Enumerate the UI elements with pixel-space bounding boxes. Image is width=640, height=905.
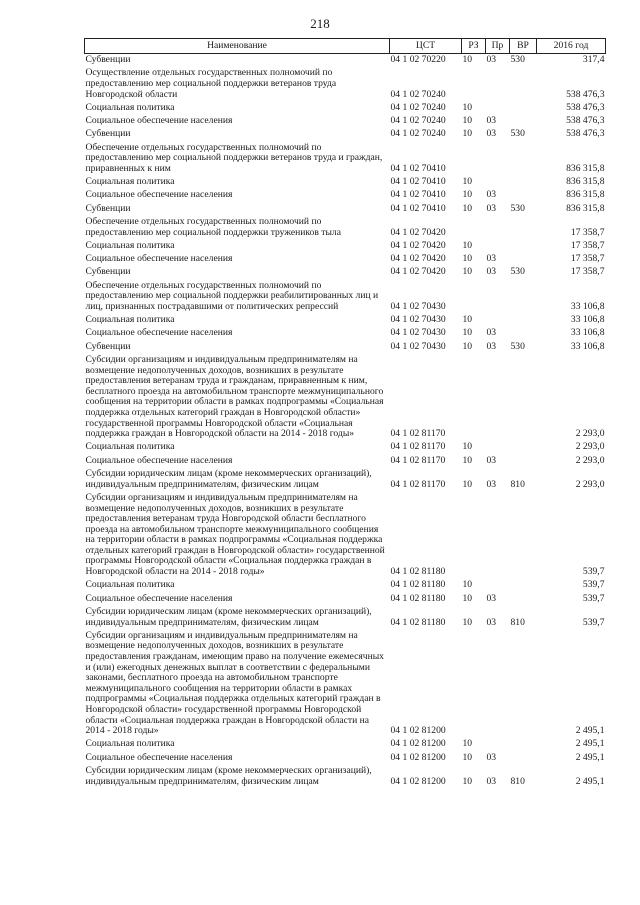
row-amount: 539,7 bbox=[582, 566, 605, 578]
row-name: Субсидии организациям и индивидуальным предпринимателям на возмещение недополученных доходов, возникших в результате предоставления гражданам, имеющим право на получение ежемесячных и (или) ежегодных денежных выплат в соответствии с федеральными законами, бесплатного проезда на автомобильном транспорте межмуниципального сообщения на территории области в рамках подпрограммы «Социальная поддержка отдельных категорий граждан в Новгородской области» государственной программы Новгородской области «Социальная поддержка граждан в Новгородской области на 2014 - 2018 годы» bbox=[85, 629, 384, 737]
row-rz bbox=[462, 279, 486, 313]
row-amount: 538 476,3 bbox=[566, 101, 605, 113]
table-row bbox=[85, 354, 606, 441]
table-row bbox=[85, 454, 606, 467]
row-cst: 04 1 02 70420 bbox=[390, 226, 446, 238]
row-vr: 530 bbox=[510, 54, 525, 66]
row-name: Социальное обеспечение населения bbox=[85, 751, 233, 763]
row-vr bbox=[510, 239, 537, 252]
row-amount: 836 315,8 bbox=[566, 202, 605, 214]
row-name: Обеспечение отдельных государственных полномочий по предоставлению мер социальной поддержки реабилитированных лиц и лиц, признанных пострадавшими от политических репрессий bbox=[85, 279, 379, 312]
table-row bbox=[85, 141, 606, 175]
row-rz: 10 bbox=[462, 478, 473, 490]
row-cst: 04 1 02 81180 bbox=[390, 592, 446, 604]
row-vr: 810 bbox=[510, 478, 525, 490]
row-amount: 17 358,7 bbox=[570, 226, 605, 238]
row-vr: 810 bbox=[510, 775, 525, 787]
table-row bbox=[85, 128, 606, 141]
table-row bbox=[85, 327, 606, 340]
row-rz: 10 bbox=[462, 775, 473, 787]
row-amount: 33 106,8 bbox=[570, 340, 605, 352]
row-cst: 04 1 02 81200 bbox=[390, 725, 446, 737]
row-amount: 33 106,8 bbox=[570, 314, 605, 326]
row-rz: 10 bbox=[462, 239, 473, 251]
table-row bbox=[85, 176, 606, 189]
table-row bbox=[85, 189, 606, 202]
table-header-row bbox=[85, 39, 606, 54]
row-pr bbox=[486, 67, 510, 101]
row-cst: 04 1 02 70410 bbox=[390, 189, 446, 201]
row-name: Социальное обеспечение населения bbox=[85, 253, 233, 265]
row-cst: 04 1 02 81180 bbox=[390, 579, 446, 591]
row-amount: 836 315,8 bbox=[566, 189, 605, 201]
header-rz: РЗ bbox=[462, 39, 486, 54]
row-cst: 04 1 02 70240 bbox=[390, 115, 446, 127]
row-amount: 539,7 bbox=[582, 616, 605, 628]
row-vr: 530 bbox=[510, 266, 525, 278]
row-vr bbox=[510, 216, 537, 240]
row-rz: 10 bbox=[462, 751, 473, 763]
table-row bbox=[85, 202, 606, 215]
row-rz: 10 bbox=[462, 54, 473, 66]
row-name: Обеспечение отдельных государственных полномочий по предоставлению мер социальной поддержки тружеников тыла bbox=[85, 216, 341, 238]
row-name: Субвенции bbox=[85, 340, 131, 352]
row-cst: 04 1 02 70410 bbox=[390, 162, 446, 174]
row-amount: 2 495,1 bbox=[575, 775, 605, 787]
row-cst: 04 1 02 70420 bbox=[390, 266, 446, 278]
row-name: Субсидии юридическим лицам (кроме некоммерческих организаций), индивидуальным предпринимателям, физическим лицам bbox=[85, 605, 372, 628]
row-rz: 10 bbox=[462, 738, 473, 750]
row-pr bbox=[486, 314, 510, 327]
header-name: Наименование bbox=[85, 39, 390, 54]
header-pr: Пр bbox=[486, 39, 510, 54]
row-cst: 04 1 02 70420 bbox=[390, 253, 446, 265]
row-pr: 03 bbox=[486, 327, 497, 339]
header-cst: ЦСТ bbox=[390, 39, 462, 54]
row-pr: 03 bbox=[486, 454, 497, 466]
row-name: Социальная политика bbox=[85, 239, 175, 251]
row-cst: 04 1 02 81200 bbox=[390, 738, 446, 750]
row-name: Субвенции bbox=[85, 128, 131, 140]
row-amount: 836 315,8 bbox=[566, 162, 605, 174]
row-cst: 04 1 02 81180 bbox=[390, 616, 446, 628]
row-amount: 2 293,0 bbox=[575, 478, 605, 490]
row-name: Субсидии организациям и индивидуальным предпринимателям на возмещение недополученных доходов, возникших в результате предоставления ветеранам труда Новгородской области бесплатного проезда на автомобильном транспорте межмуниципального сообщения на территории области в рамках подпрограммы «Социальная поддержка отдельных категорий граждан в Новгородской области» государственной программы Новгородской области «Социальная поддержка граждан в Новгородской области на 2014 - 2018 годы» bbox=[85, 491, 385, 578]
row-amount: 538 476,3 bbox=[566, 115, 605, 127]
row-cst: 04 1 02 70430 bbox=[390, 340, 446, 352]
row-name: Социальная политика bbox=[85, 176, 175, 188]
row-rz: 10 bbox=[462, 327, 473, 339]
row-vr bbox=[510, 253, 537, 266]
row-vr: 530 bbox=[510, 128, 525, 140]
row-rz: 10 bbox=[462, 579, 473, 591]
table-row bbox=[85, 441, 606, 454]
row-cst: 04 1 02 81200 bbox=[390, 775, 446, 787]
row-pr: 03 bbox=[486, 775, 497, 787]
row-pr: 03 bbox=[486, 592, 497, 604]
row-name: Обеспечение отдельных государственных полномочий по предоставлению мер социальной поддержки ветеранов труда и граждан, приравненных к ним bbox=[85, 141, 383, 174]
row-name: Осуществление отдельных государственных полномочий по предоставлению мер социальной поддержки ветеранов труда Новгородской области bbox=[85, 67, 337, 100]
table-row bbox=[85, 253, 606, 266]
row-rz: 10 bbox=[462, 592, 473, 604]
row-cst: 04 1 02 70430 bbox=[390, 314, 446, 326]
row-rz: 10 bbox=[462, 340, 473, 352]
row-rz: 10 bbox=[462, 441, 473, 453]
row-vr: 530 bbox=[510, 340, 525, 352]
row-name: Субсидии юридическим лицам (кроме некоммерческих организаций), индивидуальным предпринимателям, физическим лицам bbox=[85, 468, 372, 490]
table-row bbox=[85, 764, 606, 788]
row-amount: 33 106,8 bbox=[570, 327, 605, 339]
row-vr bbox=[510, 738, 537, 751]
row-name: Социальная политика bbox=[85, 441, 175, 453]
row-vr bbox=[510, 592, 537, 605]
row-pr: 03 bbox=[486, 340, 497, 352]
row-rz bbox=[462, 354, 486, 441]
row-amount: 17 358,7 bbox=[570, 266, 605, 278]
table-row bbox=[85, 605, 606, 629]
table-row bbox=[85, 314, 606, 327]
row-pr bbox=[486, 629, 510, 738]
row-rz: 10 bbox=[462, 115, 473, 127]
table-row bbox=[85, 239, 606, 252]
row-cst: 04 1 02 70240 bbox=[390, 128, 446, 140]
row-pr: 03 bbox=[486, 189, 497, 201]
row-vr bbox=[510, 441, 537, 454]
row-amount: 2 495,1 bbox=[575, 725, 605, 737]
row-pr bbox=[486, 239, 510, 252]
row-rz: 10 bbox=[462, 314, 473, 326]
table-row bbox=[85, 468, 606, 492]
row-amount: 2 293,0 bbox=[575, 428, 605, 440]
row-pr: 03 bbox=[486, 478, 497, 490]
row-rz: 10 bbox=[462, 202, 473, 214]
row-vr bbox=[510, 141, 537, 175]
row-amount: 17 358,7 bbox=[570, 253, 605, 265]
table-row bbox=[85, 279, 606, 313]
row-name: Социальная политика bbox=[85, 314, 175, 326]
table-row bbox=[85, 266, 606, 279]
row-pr: 03 bbox=[486, 202, 497, 214]
row-cst: 04 1 02 81170 bbox=[390, 478, 446, 490]
row-amount: 2 495,1 bbox=[575, 751, 605, 763]
row-vr bbox=[510, 67, 537, 101]
table-row bbox=[85, 53, 606, 67]
row-name: Субвенции bbox=[85, 202, 131, 214]
row-name: Социальная политика bbox=[85, 101, 175, 113]
row-name: Социальное обеспечение населения bbox=[85, 115, 233, 127]
row-pr bbox=[486, 738, 510, 751]
row-rz: 10 bbox=[462, 266, 473, 278]
table-row bbox=[85, 67, 606, 101]
row-vr bbox=[510, 751, 537, 764]
row-rz bbox=[462, 629, 486, 738]
row-name: Субвенции bbox=[85, 54, 131, 66]
row-pr: 03 bbox=[486, 253, 497, 265]
row-pr bbox=[486, 441, 510, 454]
row-rz: 10 bbox=[462, 616, 473, 628]
row-pr: 03 bbox=[486, 115, 497, 127]
row-cst: 04 1 02 81170 bbox=[390, 454, 446, 466]
row-rz: 10 bbox=[462, 128, 473, 140]
row-cst: 04 1 02 70410 bbox=[390, 176, 446, 188]
row-amount: 17 358,7 bbox=[570, 239, 605, 251]
row-amount: 539,7 bbox=[582, 592, 605, 604]
row-pr: 03 bbox=[486, 751, 497, 763]
row-name: Социальное обеспечение населения bbox=[85, 189, 233, 201]
row-vr bbox=[510, 115, 537, 128]
row-name: Социальная политика bbox=[85, 579, 175, 591]
row-pr: 03 bbox=[486, 128, 497, 140]
row-cst: 04 1 02 81170 bbox=[390, 428, 446, 440]
row-name: Субвенции bbox=[85, 266, 131, 278]
row-vr: 530 bbox=[510, 202, 525, 214]
page-number: 218 bbox=[310, 16, 330, 31]
table-row bbox=[85, 751, 606, 764]
table-row bbox=[85, 491, 606, 578]
row-vr bbox=[510, 176, 537, 189]
row-rz bbox=[462, 67, 486, 101]
row-vr bbox=[510, 579, 537, 592]
row-pr: 03 bbox=[486, 54, 497, 66]
row-pr bbox=[486, 491, 510, 578]
row-rz bbox=[462, 491, 486, 578]
row-name: Социальное обеспечение населения bbox=[85, 454, 233, 466]
row-amount: 2 495,1 bbox=[575, 738, 605, 750]
row-cst: 04 1 02 70220 bbox=[390, 54, 446, 66]
row-vr bbox=[510, 189, 537, 202]
row-rz: 10 bbox=[462, 253, 473, 265]
table-row bbox=[85, 340, 606, 353]
row-pr bbox=[486, 176, 510, 189]
row-vr bbox=[510, 454, 537, 467]
row-vr bbox=[510, 279, 537, 313]
table-row bbox=[85, 592, 606, 605]
row-rz bbox=[462, 216, 486, 240]
row-name: Социальное обеспечение населения bbox=[85, 592, 233, 604]
row-cst: 04 1 02 70240 bbox=[390, 101, 446, 113]
row-cst: 04 1 02 81200 bbox=[390, 751, 446, 763]
row-pr bbox=[486, 354, 510, 441]
row-vr bbox=[510, 491, 537, 578]
table-row bbox=[85, 738, 606, 751]
table-row bbox=[85, 115, 606, 128]
row-name: Субсидии юридическим лицам (кроме некоммерческих организаций), индивидуальным предпринимателям, физическим лицам bbox=[85, 764, 372, 787]
row-pr bbox=[486, 279, 510, 313]
row-vr bbox=[510, 354, 537, 441]
row-vr bbox=[510, 327, 537, 340]
row-rz bbox=[462, 141, 486, 175]
row-cst: 04 1 02 70410 bbox=[390, 202, 446, 214]
row-vr bbox=[510, 629, 537, 738]
row-name: Субсидии организациям и индивидуальным предпринимателям на возмещение недополученных доходов, возникших в результате предоставления ветеранам труда и гражданам, приравненным к ним, бесплатного проезда на автомобильном транспорте межмуниципального сообщения на территории области в рамках подпрограммы «Социальная поддержка отдельных категорий граждан в Новгородской области» государственной программы Новгородской области «Социальная поддержка граждан в Новгородской области на 2014 - 2018 годы» bbox=[85, 354, 384, 440]
row-cst: 04 1 02 70430 bbox=[390, 327, 446, 339]
row-pr bbox=[486, 216, 510, 240]
row-cst: 04 1 02 81180 bbox=[390, 566, 446, 578]
header-vr: ВР bbox=[510, 39, 537, 54]
row-cst: 04 1 02 70240 bbox=[390, 88, 446, 100]
row-amount: 538 476,3 bbox=[566, 88, 605, 100]
header-year: 2016 год bbox=[537, 39, 606, 54]
row-name: Социальное обеспечение населения bbox=[85, 327, 233, 339]
row-pr bbox=[486, 141, 510, 175]
row-cst: 04 1 02 70430 bbox=[390, 300, 446, 312]
row-vr bbox=[510, 101, 537, 114]
table-row bbox=[85, 579, 606, 592]
row-pr bbox=[486, 579, 510, 592]
row-cst: 04 1 02 81170 bbox=[390, 441, 446, 453]
row-rz: 10 bbox=[462, 454, 473, 466]
row-amount: 33 106,8 bbox=[570, 300, 605, 312]
row-cst: 04 1 02 70420 bbox=[390, 239, 446, 251]
table-row bbox=[85, 216, 606, 240]
row-amount: 836 315,8 bbox=[566, 176, 605, 188]
row-pr: 03 bbox=[486, 266, 497, 278]
table-row bbox=[85, 629, 606, 738]
row-rz: 10 bbox=[462, 176, 473, 188]
row-amount: 2 293,0 bbox=[575, 454, 605, 466]
row-vr bbox=[510, 314, 537, 327]
row-rz: 10 bbox=[462, 189, 473, 201]
row-amount: 538 476,3 bbox=[566, 128, 605, 140]
row-amount: 539,7 bbox=[582, 579, 605, 591]
budget-table bbox=[84, 38, 606, 788]
table-row bbox=[85, 101, 606, 114]
row-vr: 810 bbox=[510, 616, 525, 628]
row-amount: 317,4 bbox=[582, 54, 605, 66]
row-pr bbox=[486, 101, 510, 114]
row-name: Социальная политика bbox=[85, 738, 175, 750]
row-rz: 10 bbox=[462, 101, 473, 113]
row-amount: 2 293,0 bbox=[575, 441, 605, 453]
row-pr: 03 bbox=[486, 616, 497, 628]
